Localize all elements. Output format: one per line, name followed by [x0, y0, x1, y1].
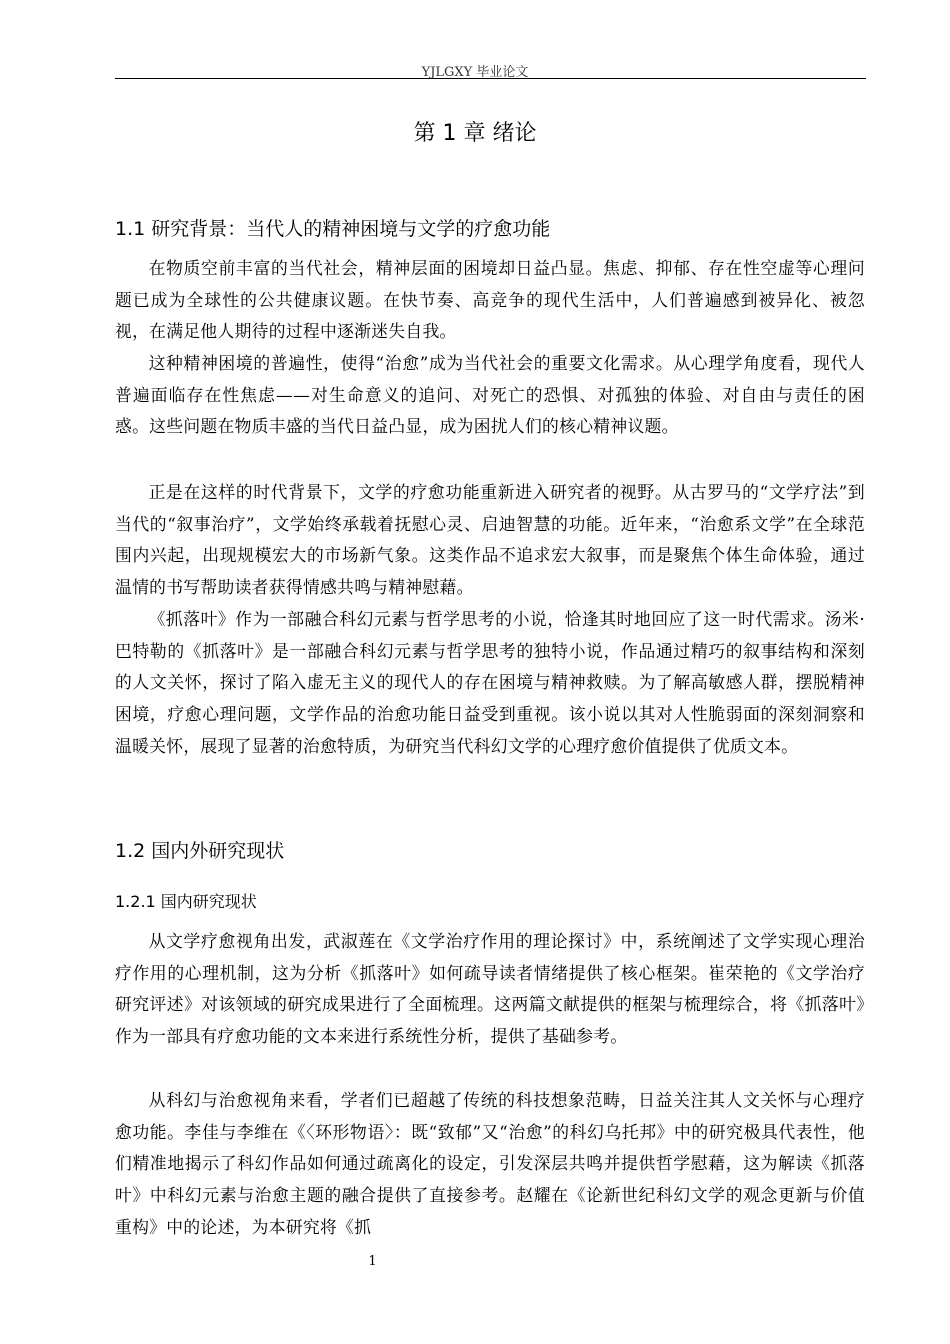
paragraph: 从文学疗愈视角出发，武淑莲在《文学治疗作用的理论探讨》中，系统阐述了文学实现心理治疗作用的心理机制，这为分析《抓落叶》如何疏导读者情绪提供了核心框架。崔荣艳的《文学治疗研究评述》对该领域的研究成果进行了全面梳理。这两篇文献提供的框架与梳理综合，将《抓落叶》作为一部具有疗愈功能的文本来进行系统性分析，提供了基础参考。: [115, 931, 865, 1047]
paragraph: 从科幻与治愈视角来看，学者们已超越了传统的科技想象范畴，日益关注其人文关怀与心理疗愈功能。李佳与李维在《〈环形物语〉：既“致郁”又“治愈”的科幻乌托邦》中的研究极具代表性，他们精准地揭示了科幻作品如何通过疏离化的设定，引发深层共鸣并提供哲学慰藉，这为解读《抓落叶》中科幻元素与治愈主题的融合提供了直接参考。赵耀在《论新世纪科幻文学的观念更新与价值重构》中的论述，为本研究将《抓: [115, 1090, 865, 1237]
header-rule: [115, 78, 866, 79]
chapter-title: 第 1 章 绪论: [413, 121, 537, 146]
paragraph: 这种精神困境的普遍性，使得“治愈”成为当代社会的重要文化需求。从心理学角度看，现代人普遍面临存在性焦虑——对生命意义的追问、对死亡的恐惧、对孤独的体验、对自由与责任的困惑。这些问题在物质丰盛的当代日益凸显，成为困扰人们的核心精神议题。: [115, 353, 865, 437]
paragraph: 正是在这样的时代背景下，文学的疗愈功能重新进入研究者的视野。从古罗马的“文学疗法”到当代的“叙事治疗”，文学始终承载着抚慰心灵、启迪智慧的功能。近年来，“治愈系文学”在全球范围内兴起，出现规模宏大的市场新气象。这类作品不追求宏大叙事，而是聚焦个体生命体验，通过温情的书写帮助读者获得情感共鸣与精神慰藉。: [115, 482, 865, 598]
subsection-heading-1-2-1: 1.2.1 国内研究现状: [115, 892, 257, 911]
running-header: YJLGXY 毕业论文: [421, 65, 529, 80]
page-number: 1: [368, 1254, 377, 1269]
section-heading-1-1: 1.1 研究背景：当代人的精神困境与文学的疗愈功能: [115, 218, 551, 240]
section-heading-1-2: 1.2 国内外研究现状: [115, 840, 285, 862]
paragraph: 《抓落叶》作为一部融合科幻元素与哲学思考的小说，恰逢其时地回应了这一时代需求。汤米·巴特勒的《抓落叶》是一部融合科幻元素与哲学思考的独特小说，作品通过精巧的叙事结构和深刻的人文关怀，探讨了陷入虚无主义的现代人的存在困境与精神救赎。为了解高敏感人群，摆脱精神困境，疗愈心理问题，文学作品的治愈功能日益受到重视。该小说以其对人性脆弱面的深刻洞察和温暖关怀，展现了显著的治愈特质，为研究当代科幻文学的心理疗愈价值提供了优质文本。: [115, 609, 865, 756]
paragraph: 在物质空前丰富的当代社会，精神层面的困境却日益凸显。焦虑、抑郁、存在性空虚等心理问题已成为全球性的公共健康议题。在快节奏、高竞争的现代生活中，人们普遍感到被异化、被忽视，在满足他人期待的过程中逐渐迷失自我。: [115, 258, 865, 342]
